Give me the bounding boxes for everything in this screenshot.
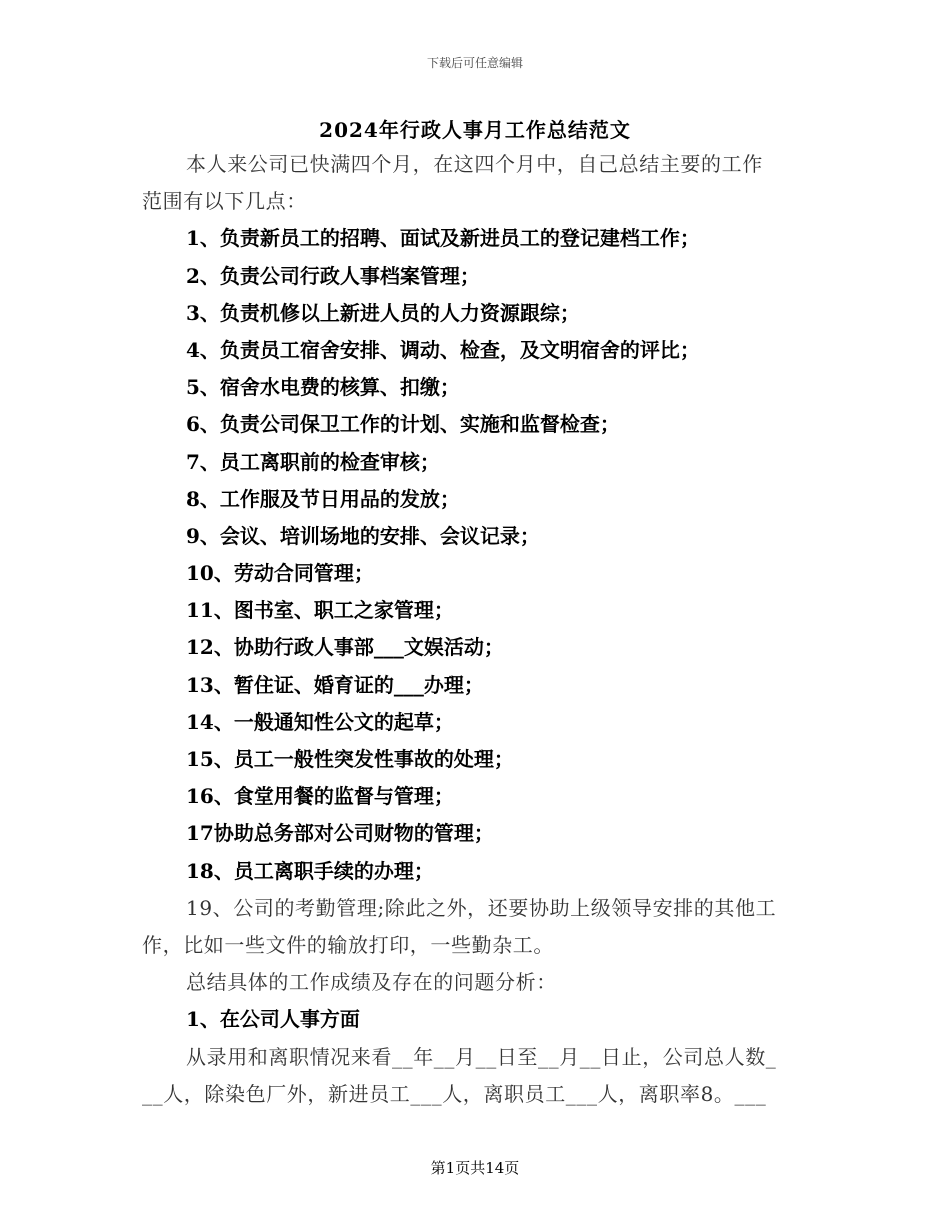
section-paragraph-line-1: 从录用和离职情况来看__年__月__日至__月__日止，公司总人数_ (186, 1044, 777, 1069)
list-item: 9、会议、培训场地的安排、会议记录； (186, 523, 540, 548)
list-item: 16、食堂用餐的监督与管理； (186, 784, 454, 809)
list-item: 10、劳动合同管理； (186, 561, 374, 586)
list-item: 17协助总务部对公司财物的管理； (186, 821, 494, 846)
list-item: 5、宿舍水电费的核算、扣缴； (186, 375, 460, 400)
list-item: 7、员工离职前的检查审核； (186, 449, 440, 474)
page-footer: 第1页共14页 (430, 1159, 520, 1177)
list-item: 3、负责机修以上新进人员的人力资源跟综； (186, 300, 580, 325)
document-title: 2024年行政人事月工作总结范文 (319, 118, 631, 142)
item-19-line-2: 作，比如一些文件的输放打印，一些勤杂工。 (142, 932, 554, 957)
list-item: 4、负责员工宿舍安排、调动、检查，及文明宿舍的评比； (186, 337, 700, 362)
list-item: 14、一般通知性公文的起草； (186, 709, 454, 734)
list-item: 15、员工一般性突发性事故的处理； (186, 747, 514, 771)
list-item: 8、工作服及节日用品的发放； (186, 486, 460, 511)
list-item: 1、负责新员工的招聘、面试及新进员工的登记建档工作； (186, 226, 700, 251)
list-item: 13、暂住证、婚育证的___办理； (186, 672, 484, 697)
list-item: 2、负责公司行政人事档案管理； (186, 263, 480, 288)
item-19-line-1: 19、公司的考勤管理;除此之外，还要协助上级领导安排的其他工 (186, 895, 777, 920)
page-header: 下载后可任意编辑 (426, 56, 523, 70)
section-paragraph-line-2: __人，除染色厂外，新进员工___人，离职员工___人，离职率8。___ (142, 1081, 767, 1106)
document-body (142, 146, 808, 1113)
list-item: 18、员工离职手续的办理； (186, 858, 434, 883)
intro-line-1: 本人来公司已快满四个月，在这四个月中，自己总结主要的工作 (186, 152, 763, 176)
list-item: 6、负责公司保卫工作的计划、实施和监督检查； (186, 412, 620, 437)
section-heading: 1、在公司人事方面 (186, 1007, 360, 1032)
list-item: 11、图书室、职工之家管理； (186, 598, 454, 623)
intro-line-2: 范围有以下几点： (142, 189, 307, 214)
list-item: 12、协助行政人事部___文娱活动； (186, 635, 504, 660)
summary-intro: 总结具体的工作成绩及存在的问题分析： (186, 970, 557, 995)
